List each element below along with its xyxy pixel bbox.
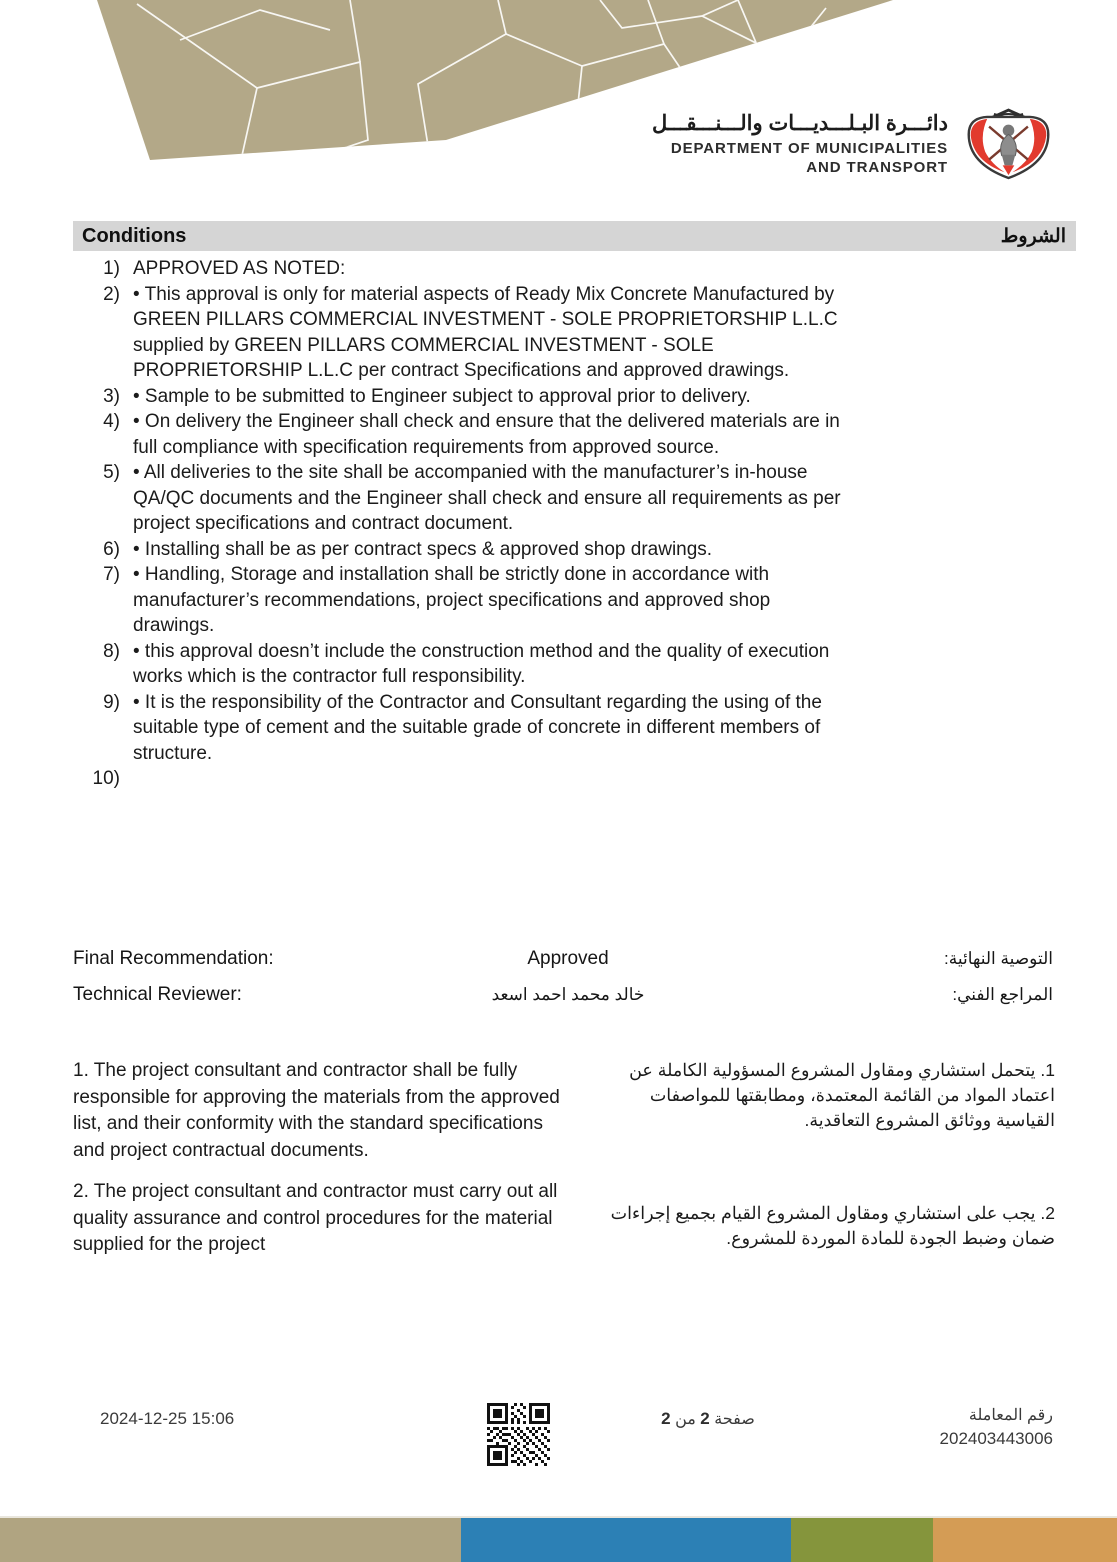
- condition-number: 5): [103, 462, 120, 483]
- condition-text: [133, 766, 845, 792]
- final-recommendation-label-arabic: التوصية النهائية:: [944, 949, 1053, 968]
- page-number: [638, 1409, 778, 1429]
- note-english: 2. The project consultant and contractor must carry out all quality assurance and control procedures for the material supplied for the project: [73, 1181, 558, 1255]
- page-total: 2: [661, 1409, 671, 1428]
- org-name-arabic: دائـــرة البـلـــديـــات والـــنـــقـــل: [652, 112, 948, 135]
- condition-text: • All deliveries to the site shall be accompanied with the manufacturer’s in-house QA/QC documents and the Engineer shall check and ensure all requirements as per project specifications and contract document.: [133, 462, 841, 534]
- technical-reviewer-name: خالد محمد احمد اسعد: [491, 985, 645, 1004]
- conditions-title-english: Conditions: [82, 224, 187, 247]
- page-word: صفحة: [714, 1411, 755, 1428]
- condition-number: 4): [103, 411, 120, 432]
- conditions-list: [73, 256, 845, 792]
- recommendation-block: [73, 948, 1053, 1020]
- final-recommendation-value: Approved: [527, 948, 609, 969]
- transaction-number-value: 202403443006: [939, 1429, 1053, 1448]
- color-bar-tan: [0, 1518, 461, 1562]
- condition-item: [73, 639, 845, 690]
- print-datetime: 2024-12-25 15:06: [100, 1409, 235, 1428]
- qr-code: [487, 1403, 550, 1466]
- condition-text: • This approval is only for material aspects of Ready Mix Concrete Manufactured by GREEN PILLARS COMMERCIAL INVESTMENT - SOLE PROPRIETORSHIP L.L.C supplied by GREEN PILLARS COMMERCIAL INVESTMENT - SOLE PROPRIETORSHIP L.L.C per contract Specifications and approved drawings.: [133, 283, 838, 381]
- final-recommendation-label: Final Recommendation:: [73, 948, 274, 969]
- condition-item: [73, 562, 845, 639]
- condition-number: 2): [103, 283, 120, 305]
- condition-text: • On delivery the Engineer shall check and ensure that the delivered materials are in full compliance with specification requirements from approved source.: [133, 411, 840, 458]
- note-row: [73, 1058, 1055, 1164]
- of-word: من: [675, 1411, 696, 1428]
- org-name-english-line2: AND TRANSPORT: [806, 159, 948, 176]
- condition-text: • Sample to be submitted to Engineer subject to approval prior to delivery.: [133, 385, 751, 407]
- condition-item: [73, 460, 845, 537]
- condition-number: 1): [103, 258, 120, 279]
- condition-item: [73, 384, 845, 410]
- condition-number: 3): [103, 385, 120, 407]
- color-bar-orange: [933, 1518, 1117, 1562]
- note-english: 1. The project consultant and contractor shall be fully responsible for approving the materials from the approved list, and their conformity with the standard specifications and project contractual documents.: [73, 1060, 560, 1161]
- color-bar-blue: [461, 1518, 791, 1562]
- condition-text: • It is the responsibility of the Contractor and Consultant regarding the using of the suitable type of cement and the suitable grade of concrete in different members of structure.: [133, 691, 822, 764]
- abu-dhabi-falcon-emblem-icon: [960, 103, 1057, 189]
- condition-number: 6): [103, 538, 120, 560]
- transaction-number-label: رقم المعاملة: [968, 1407, 1053, 1424]
- condition-item: [73, 766, 845, 792]
- condition-number: 7): [103, 564, 120, 585]
- technical-reviewer-row: [73, 984, 1053, 1006]
- technical-reviewer-label: Technical Reviewer:: [73, 984, 242, 1005]
- condition-item: [73, 537, 845, 563]
- transaction-block: [940, 1405, 1053, 1449]
- page-current: 2: [700, 1409, 710, 1428]
- condition-text: • this approval doesn’t include the construction method and the quality of execution works which is the contractor full responsibility.: [133, 640, 830, 687]
- note-row: [73, 1179, 1055, 1259]
- condition-item: [73, 282, 845, 384]
- condition-item: [73, 256, 845, 282]
- condition-text: • Installing shall be as per contract specs & approved shop drawings.: [133, 538, 713, 560]
- condition-item: [73, 409, 845, 460]
- org-wordmark: [652, 103, 948, 177]
- condition-number: 8): [103, 640, 120, 662]
- note-arabic: 2. يجب على استشاري ومقاول المشروع القيام بجميع إجراءات ضمان وضبط الجودة للمادة الموردة للمشروع.: [610, 1203, 1055, 1248]
- condition-number: 10): [92, 768, 120, 789]
- condition-item: [73, 690, 845, 767]
- footer-color-bars: [0, 1516, 1117, 1562]
- header-logo: [652, 103, 1057, 189]
- final-recommendation-row: [73, 948, 1053, 970]
- notes-section: [73, 1058, 1055, 1274]
- technical-reviewer-label-arabic: المراجع الفني:: [952, 985, 1053, 1004]
- color-bar-green: [791, 1518, 933, 1562]
- org-name-english-line1: DEPARTMENT OF MUNICIPALITIES: [670, 140, 948, 157]
- condition-text: • Handling, Storage and installation shall be strictly done in accordance with manufacturer’s recommendations, project specifications and approved shop drawings.: [133, 564, 771, 636]
- conditions-title-arabic: الشروط: [1000, 225, 1066, 247]
- condition-text: APPROVED AS NOTED:: [133, 258, 346, 279]
- note-arabic: 1. يتحمل استشاري ومقاول المشروع المسؤولية الكاملة عن اعتماد المواد من القائمة المعتمدة، ومطابقتها للمواصفات القياسية ووثائق المشروع التعاقدية.: [629, 1060, 1055, 1130]
- page-footer: [73, 1403, 1053, 1478]
- conditions-header-bar: [73, 221, 1076, 251]
- condition-number: 9): [103, 691, 120, 713]
